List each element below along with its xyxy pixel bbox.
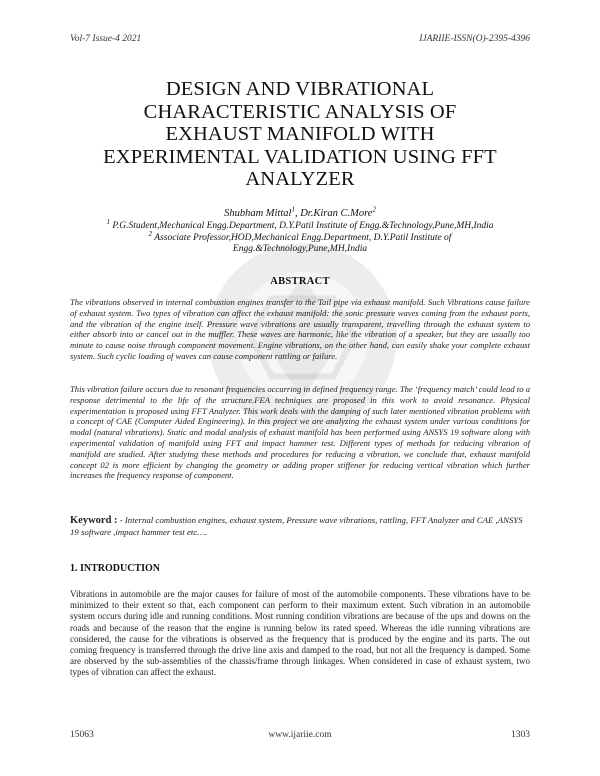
title-line: DESIGN AND VIBRATIONAL [165, 78, 435, 100]
keywords-label: Keyword : [70, 515, 118, 526]
affiliation-1 [70, 217, 530, 233]
author-affiliation-mark: 2 [372, 205, 376, 214]
affiliation-2-cont: Engg.&Technology,Pune,MH,India [232, 244, 368, 254]
page-footer [70, 730, 530, 744]
affiliation-text: P.G.Student,Mechanical Engg.Department, D.Y.Patil Institute of Engg.&Technology,Pune,MH,India [112, 221, 494, 231]
paper-title [60, 78, 540, 191]
title-line: ANALYZER [245, 168, 355, 190]
journal-website: www.ijariie.com [268, 730, 332, 740]
author-name: Dr.Kiran C.More [300, 208, 373, 219]
author-list [70, 205, 530, 220]
paper-id: 15063 [70, 730, 94, 740]
affiliation-2 [70, 229, 530, 245]
affiliation-mark: 2 [148, 229, 153, 238]
abstract-paragraph: This vibration failure occurs due to resonant frequencies occurring in defined frequency range. The ‘frequency match’ could lead to a response detrimental to the life of the structure.FEA techniques are proposed in this work to avoid resonance. Physical experimentation is proposed using FFT Analyzer. This work deals with the damping of such later mentioned vibration problems with a concept of CAE (Computer Aided Engineering). In this project we are analyzing the exhaust system under various conditions for modal (natural vibrations). Static and modal analysis of exhaust manifold has been performed using ANSYS 19 software along with experimental validation of manifold using FFT and impact hammer test. Different types of methods for reducing vibration of manifold are studied. After studying these methods and procedures for reducing a vibration, we conclude that, exhaust manifold concept 02 is more efficient by changing the geometry or adding proper stiffener for reducing vertical vibration which further increases the frequency response of component. [70, 384, 530, 481]
keywords-text: - Internal combustion engines, exhaust system, Pressure wave vibrations, rattling, FFT Analyzer and CAE ,ANSYS 19 software ,impact hammer test etc…. [70, 515, 523, 537]
affiliations [70, 217, 530, 256]
abstract-heading: ABSTRACT [270, 276, 330, 287]
page-header [70, 34, 530, 48]
author-name: Shubham Mittal [224, 208, 292, 219]
title-line: EXPERIMENTAL VALIDATION USING FFT [103, 145, 497, 168]
journal-volume-issue: Vol-7 Issue-4 2021 [70, 34, 142, 44]
title-line: EXHAUST MANIFOLD WITH [165, 123, 435, 145]
page-number: 1303 [511, 730, 530, 740]
keywords [70, 515, 530, 538]
affiliation-text: Associate Professor,HOD,Mechanical Engg.Department, D.Y.Patil Institute of [154, 232, 452, 243]
author-affiliation-mark: 1 [291, 205, 295, 214]
abstract-paragraph: The vibrations observed in internal combustion engines transfer to the Tail pipe via exhaust manifold. Such Vibrations cause failure of exhaust system. Two types of vibration can affect the exhaust manifold: the sonic pressure waves coming from the exhaust ports, and the vibration of the engine itself. Pressure wave vibrations are usually transparent, travelling through the exhaust system to either absorb into or cancel out in the muffler. These waves are harmonic, like the vibration of a speaker, but they are usually too minute to cause noise through component movement. Engine vibrations, on the other hand, can easily shake your complete exhaust system. Such cyclic loading of waves can cause component rattling or failure. [70, 297, 530, 361]
journal-issn: IJARIIE-ISSN(O)-2395-4396 [419, 34, 530, 44]
section-heading: 1. INTRODUCTION [70, 563, 161, 574]
introduction-paragraph: Vibrations in automobile are the major causes for failure of most of the automobile components. These vibrations have to be minimized to their extent so that, each component can perform to their maximum extent. Such vibration in an automobile system occurs during idle and running conditions. Most running condition vibrations are because of the ups and downs on the roads and because of the reason that the engine is running below its rated speed. Whereas the idle running vibrations are considered, the cause for the vibrations is observed as the frequency that is produced by the engine and its parts. The out coming frequency is transferred through the drive line axis and damped to the road, but not all the frequency is damped. Some are observed by the sub-assemblies of the chassis/frame through linkages. When considered in case of exhaust system, two types of vibration can affect the exhaust. [70, 589, 530, 678]
author-separator: , [294, 208, 301, 219]
title-line: CHARACTERISTIC ANALYSIS OF [143, 100, 457, 123]
affiliation-mark: 1 [106, 217, 110, 226]
